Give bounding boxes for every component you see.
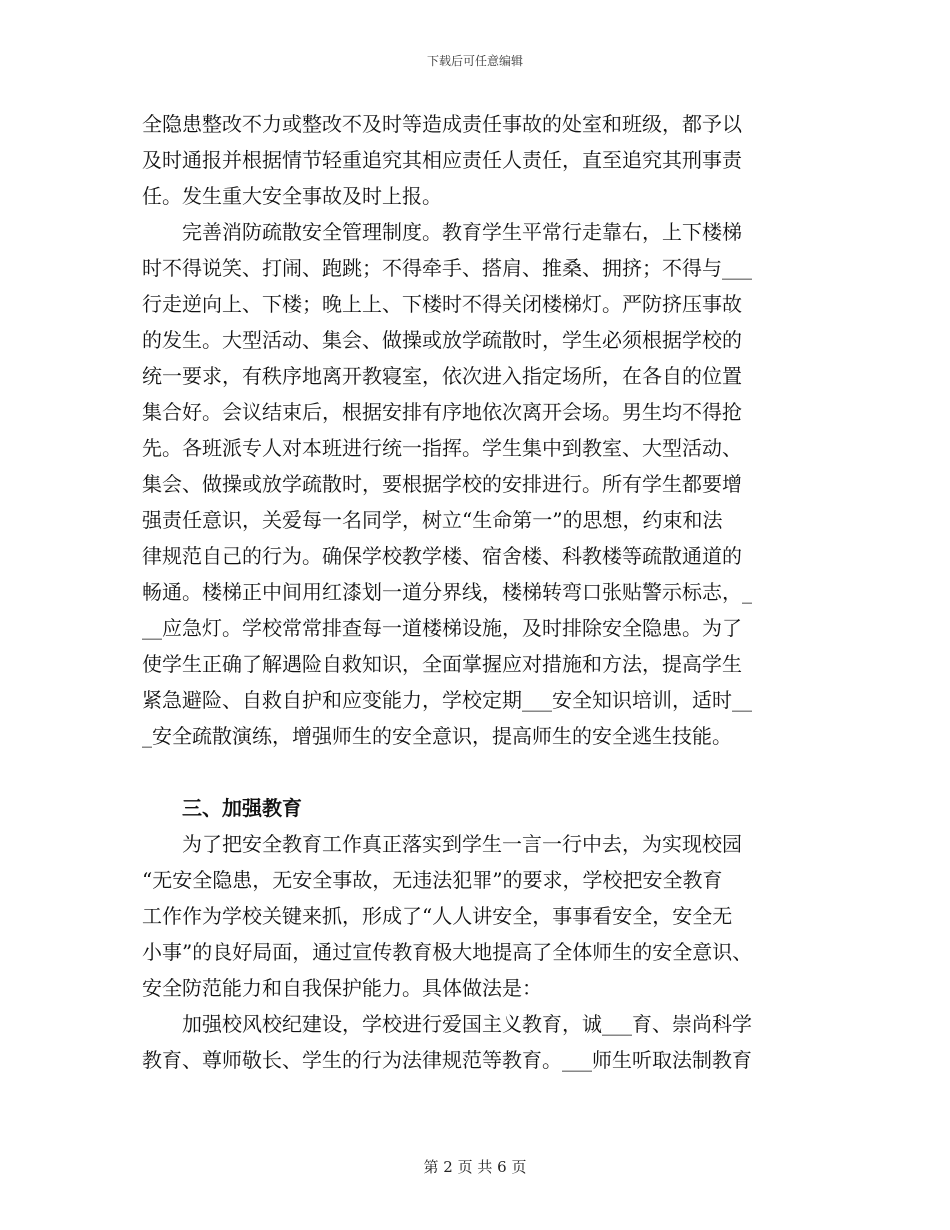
text-line: 畅通。楼梯正中间用红漆划一道分界线，楼梯转弯口张贴警示标志，_ <box>142 580 752 604</box>
paragraph-1 <box>142 106 810 214</box>
page-number: 第 2 页 共 6 页 <box>423 1158 527 1176</box>
text-line: “无安全隐患，无安全事故，无违法犯罪”的要求，学校把安全教育 <box>142 868 723 892</box>
text-line: 的发生。大型活动、集会、做操或放学疏散时，学生必须根据学校的 <box>142 328 742 352</box>
paragraph-3 <box>142 826 810 1006</box>
paragraph-4 <box>142 1006 810 1078</box>
text-line: 先。各班派专人对本班进行统一指挥。学生集中到教室、大型活动、 <box>142 436 742 460</box>
paragraph-2 <box>142 214 810 754</box>
section-heading: 三、加强教育 <box>142 796 302 820</box>
text-line: 集合好。会议结束后，根据安排有序地依次离开会场。男生均不得抢 <box>142 400 742 424</box>
text-line: 律规范自己的行为。确保学校教学楼、宿舍楼、科教楼等疏散通道的 <box>142 544 742 568</box>
text-line: _安全疏散演练，增强师生的安全意识，提高师生的安全逃生技能。 <box>142 724 732 748</box>
text-line: 行走逆向上、下楼；晚上上、下楼时不得关闭楼梯灯。严防挤压事故 <box>142 292 742 316</box>
text-line: 强责任意识，关爱每一名同学，树立“生命第一”的思想，约束和法 <box>142 508 723 532</box>
text-line: 教育、尊师敬长、学生的行为法律规范等教育。___师生听取法制教育 <box>142 1048 752 1072</box>
page-header-note: 下载后可任意编辑 <box>426 54 523 68</box>
text-line: 加强校风校纪建设，学校进行爱国主义教育，诚___育、崇尚科学 <box>142 1012 752 1036</box>
document-body <box>142 106 810 1078</box>
text-line: 任。发生重大安全事故及时上报。 <box>142 184 442 208</box>
text-line: 集会、做操或放学疏散时，要根据学校的安排进行。所有学生都要增 <box>142 472 742 496</box>
text-line: 使学生正确了解遇险自救知识，全面掌握应对措施和方法，提高学生 <box>142 652 742 676</box>
text-line: __应急灯。学校常常排查每一道楼梯设施，及时排除安全隐患。为了 <box>142 616 742 640</box>
blank-line <box>142 754 810 790</box>
text-line: 全隐患整改不力或整改不及时等造成责任事故的处室和班级，都予以 <box>142 112 742 136</box>
text-line: 完善消防疏散安全管理制度。教育学生平常行走靠右，上下楼梯 <box>142 220 742 244</box>
text-line: 为了把安全教育工作真正落实到学生一言一行中去，为实现校园 <box>142 832 742 856</box>
text-line: 小事”的良好局面，通过宣传教育极大地提高了全体师生的安全意识、 <box>142 940 753 964</box>
text-line: 及时通报并根据情节轻重追究其相应责任人责任，直至追究其刑事责 <box>142 148 742 172</box>
text-line: 统一要求，有秩序地离开教寝室，依次进入指定场所，在各自的位置 <box>142 364 742 388</box>
text-line: 紧急避险、自救自护和应变能力，学校定期___安全知识培训，适时__ <box>142 688 752 712</box>
text-line: 工作作为学校关键来抓，形成了“人人讲安全，事事看安全，安全无 <box>142 904 733 928</box>
text-line: 时不得说笑、打闹、跑跳；不得牵手、搭肩、推桑、拥挤；不得与___ <box>142 256 752 280</box>
text-line: 安全防范能力和自我保护能力。具体做法是： <box>142 976 542 1000</box>
